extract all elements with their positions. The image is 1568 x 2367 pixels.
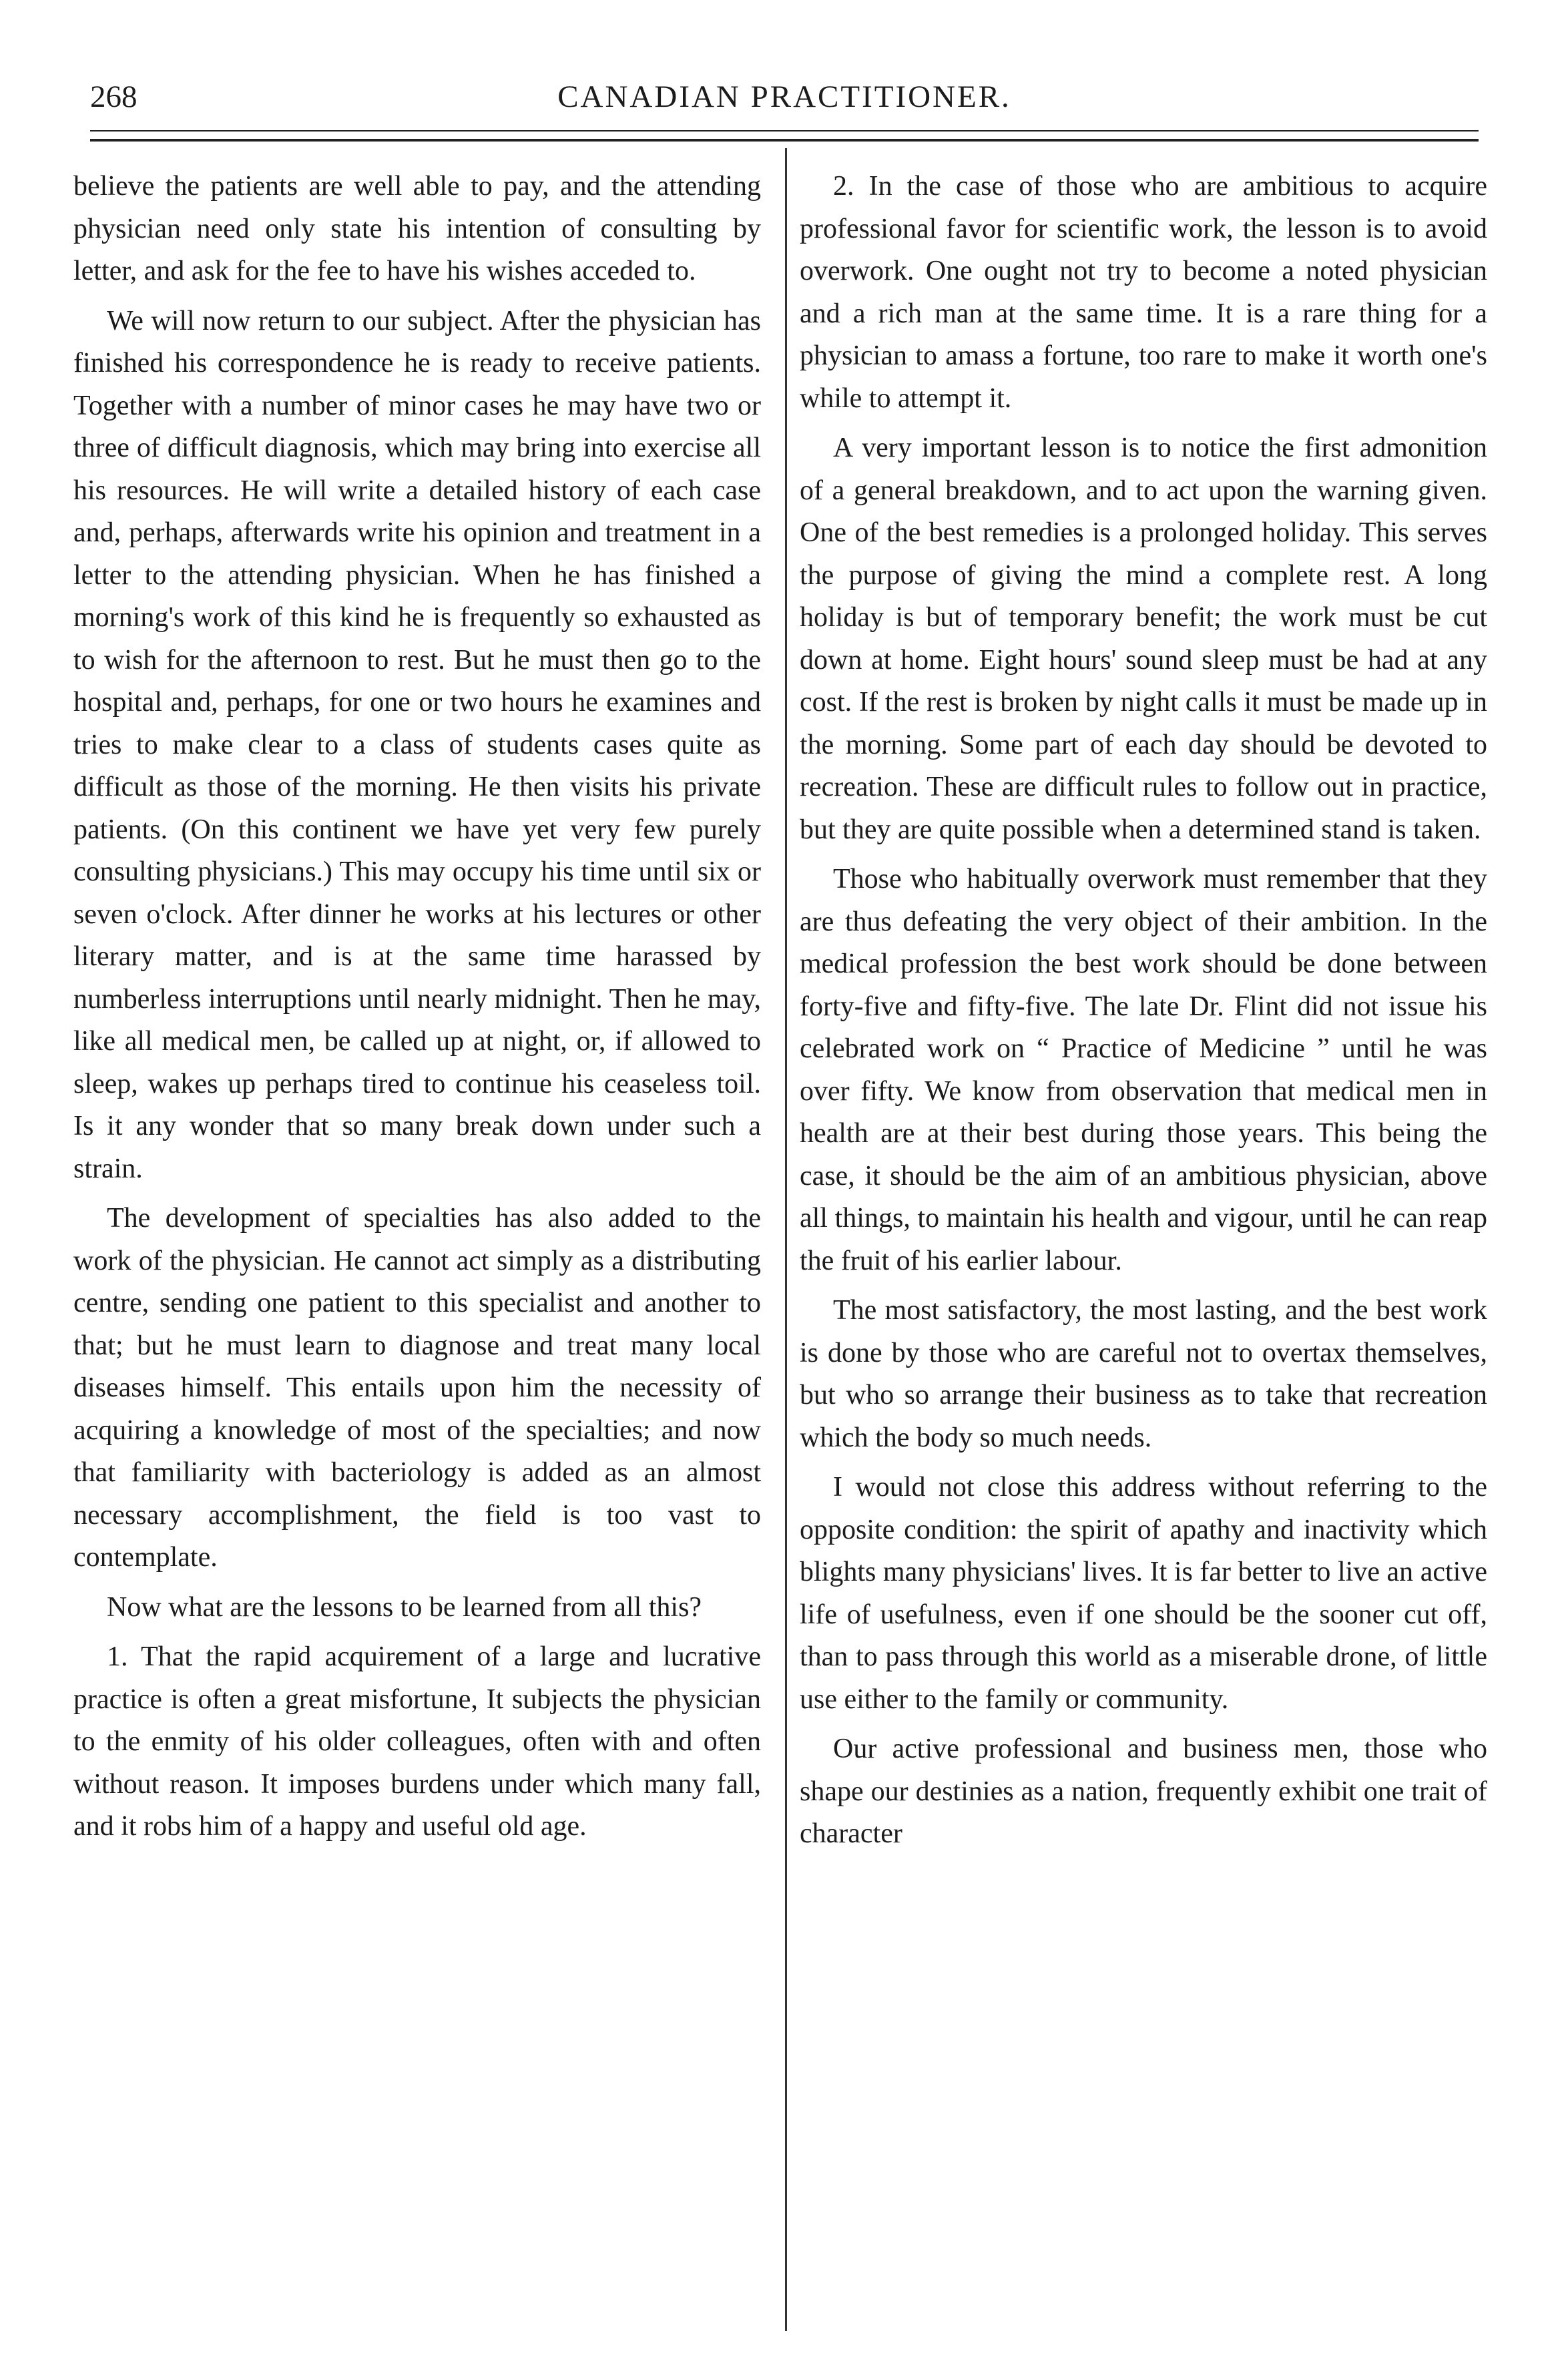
paragraph: Those who habitually overwork must remember that they are thus defeating the very object of their ambition. In the medical profession the best work should be done between forty-five and fifty-five. The late Dr. Flint did not issue his celebrated work on “ Practice of Medicine ” until he was over fifty. We know from observation that medical men in health are at their best during those years. This being the case, it should be the aim of an ambitious physician, above all things, to maintain his health and vigour, until he can reap the fruit of his earlier labour. [800,864,1487,1276]
paragraph: believe the patients are well able to pay, and the attending physician need only state his intention of consulting by letter, and ask for the fee to have his wishes acceded to. [73,171,761,286]
column-divider [785,148,787,2331]
paragraph: The most satisfactory, the most lasting, and the best work is done by those who are careful not to overtax themselves, but who so arrange their business as to take that recreation which the body so much needs. [800,1295,1487,1453]
page-number: 268 [90,79,138,114]
paragraph: I would not close this address without referring to the opposite condition: the spirit of apathy and inactivity which blights many physicians' lives. It is far better to live an active life of usefulness, even if one should be the sooner cut off, than to pass through this world as a miserable drone, of little use either to the family or community. [800,1472,1487,1715]
paragraph: 2. In the case of those who are ambitious to acquire professional favor for scientific work, the lesson is to avoid overwork. One ought not try to become a noted physician and a rich man at the same time. It is a rare thing for a physician to amass a fortune, too rare to make it worth one's while to attempt it. [800,171,1487,414]
header-rule-thick [90,139,1479,142]
paragraph: A very important lesson is to notice the first admonition of a general breakdown, and to act upon the warning given. One of the best remedies is a prolonged holiday. This serves the purpose of giving the mind a complete rest. A long holiday is but of temporary benefit; the work must be cut down at home. Eight hours' sound sleep must be had at any cost. If the rest is broken by night calls it must be made up in the morning. Some part of each day should be devoted to recreation. These are difficult rules to follow out in practice, but they are quite possible when a determined stand is taken. [800,433,1487,845]
paragraph: The development of specialties has also added to the work of the physician. He cannot act simply as a distributing centre, sending one patient to this specialist and another to that; but he must learn to diagnose and treat many local diseases himself. This entails upon him the necessity of acquiring a knowledge of most of the specialties; and now that familiarity with bacteriology is added as an almost necessary accomplishment, the field is too vast to contemplate. [73,1203,761,1573]
page-header [90,77,1479,123]
paragraph: 1. That the rapid acquirement of a large and lucrative practice is often a great misfortune, It subjects the physician to the enmity of his older colleagues, often with and often without reason. It imposes burdens under which many fall, and it robs him of a happy and useful old age. [73,1641,761,1842]
paragraph: Now what are the lessons to be learned from all this? [107,1591,702,1623]
header-rule-thin [90,130,1479,132]
running-title: CANADIAN PRACTITIONER. [557,79,1011,114]
paragraph: We will now return to our subject. After the physician has finished his correspondence he is ready to receive patients. Together with a number of minor cases he may have two or three of difficult diagnosis, which may bring into exercise all his resources. He will write a detailed history of each case and, perhaps, afterwards write his opinion and treatment in a letter to the attending physician. When he has finished a morning's work of this kind he is frequently so exhausted as to wish for the afternoon to rest. But he must then go to the hospital and, perhaps, for one or two hours he examines and tries to make clear to a class of students cases quite as difficult as those of the morning. He then visits his private patients. (On this continent we have yet very few purely consulting physicians.) This may occupy his time until six or seven o'clock. After dinner he works at his lectures or other literary matter, and is at the same time harassed by numberless interruptions until nearly midnight. Then he may, like all medical men, be called up at night, or, if allowed to sleep, wakes up perhaps tired to continue his ceaseless toil. Is it any wonder that so many break down under such a strain. [73,305,761,1184]
paragraph: Our active professional and business men, those who shape our destinies as a nation, frequently exhibit one trait of character [800,1734,1487,1849]
right-column [800,166,1487,1863]
left-column [73,166,761,1856]
